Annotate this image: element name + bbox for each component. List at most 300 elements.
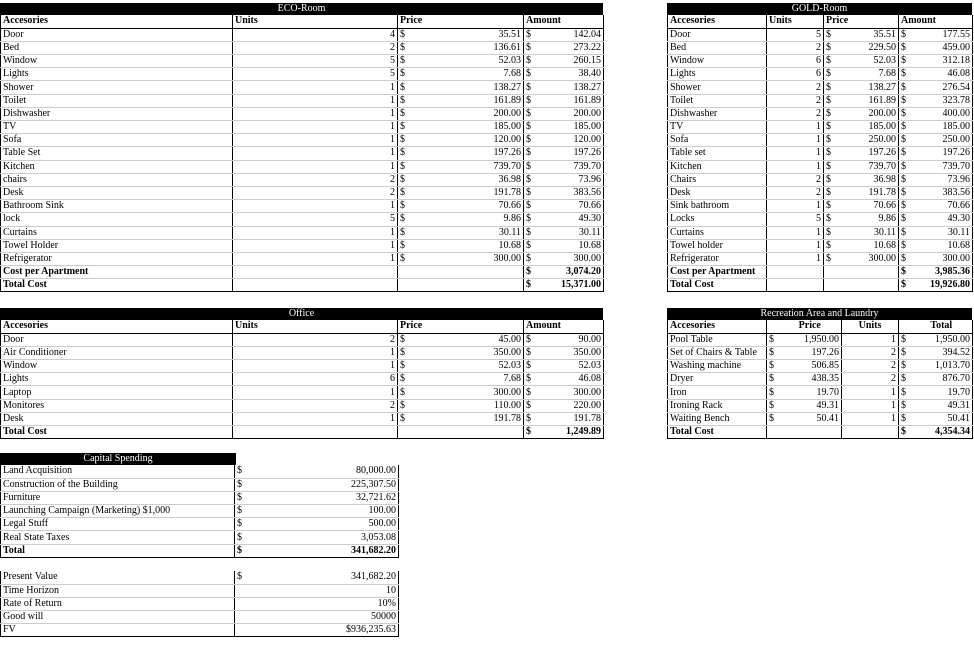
currency-symbol: $: [899, 333, 911, 346]
table-row: [1, 160, 604, 173]
item-units: 2: [842, 373, 899, 386]
item-price: 35.51: [408, 28, 524, 41]
item-units: 1: [233, 121, 398, 134]
eco-room-title: ECO-Room: [0, 3, 603, 15]
item-amount: 177.55: [911, 28, 973, 41]
table-row: [1, 252, 604, 265]
currency-symbol: $: [398, 213, 408, 226]
currency-symbol: $: [899, 186, 911, 199]
item-total: 1,013.70: [911, 360, 973, 373]
item-units: 1: [842, 412, 899, 425]
total-cost-value: 4,354.34: [911, 426, 973, 439]
item-name: Refrigerator: [668, 252, 767, 265]
item-units: 2: [842, 346, 899, 359]
cost-per-apartment-label: Cost per Apartment: [668, 266, 767, 279]
table-row: [1, 134, 604, 147]
capital-item-value: 3,053.08: [245, 531, 399, 544]
total-cost-row: [668, 279, 973, 292]
item-name: lock: [1, 213, 233, 226]
item-name: Waiting Bench: [668, 412, 767, 425]
currency-symbol: $: [398, 412, 408, 425]
item-price: 739.70: [836, 160, 899, 173]
item-price: 136.61: [408, 41, 524, 54]
item-amount: 161.89: [534, 94, 604, 107]
currency-symbol: $: [824, 68, 836, 81]
header-row: [668, 15, 973, 28]
table-cell: [779, 426, 842, 439]
item-name: Dryer: [668, 373, 767, 386]
item-name: Window: [1, 360, 233, 373]
item-amount: 273.22: [534, 41, 604, 54]
currency-symbol: $: [398, 373, 408, 386]
table-row: [668, 134, 973, 147]
currency-symbol: $: [899, 252, 911, 265]
item-amount: 323.78: [911, 94, 973, 107]
rate-of-return-value: 10%: [245, 597, 399, 610]
table-row: [1, 213, 604, 226]
currency-symbol: $: [767, 373, 779, 386]
table-row: [668, 94, 973, 107]
item-amount: 10.68: [534, 239, 604, 252]
item-price: 739.70: [408, 160, 524, 173]
item-price: 7.68: [836, 68, 899, 81]
item-name: Desk: [1, 186, 233, 199]
currency-symbol: $: [899, 160, 911, 173]
currency-symbol: $: [824, 213, 836, 226]
currency-symbol: $: [899, 360, 911, 373]
item-units: 1: [767, 160, 824, 173]
table-cell: [836, 279, 899, 292]
item-amount: 260.15: [534, 55, 604, 68]
table-row: [668, 81, 973, 94]
currency-symbol: $: [398, 252, 408, 265]
item-units: 6: [233, 373, 398, 386]
item-name: Kitchen: [668, 160, 767, 173]
currency-symbol: $: [524, 107, 534, 120]
item-name: Ironing Rack: [668, 399, 767, 412]
currency-symbol: $: [524, 160, 534, 173]
item-units: 2: [233, 173, 398, 186]
table-row: [1, 107, 604, 120]
fv-label: FV: [1, 624, 235, 637]
gold-room-title: GOLD-Room: [667, 3, 972, 15]
total-cost-value: 15,371.00: [534, 279, 604, 292]
currency-symbol: $: [899, 412, 911, 425]
currency-symbol: $: [235, 518, 245, 531]
recreation-table: [667, 308, 972, 439]
table-row: [668, 386, 973, 399]
table-row: [668, 252, 973, 265]
item-name: Door: [1, 333, 233, 346]
item-units: 2: [233, 333, 398, 346]
table-row: [1, 333, 604, 346]
item-name: TV: [668, 121, 767, 134]
table-cell: [842, 426, 899, 439]
item-name: Curtains: [668, 226, 767, 239]
item-price: 300.00: [408, 252, 524, 265]
currency-symbol: $: [824, 147, 836, 160]
item-units: 1: [233, 360, 398, 373]
item-amount: 138.27: [534, 81, 604, 94]
table-row: [1, 173, 604, 186]
total-cost-label: Total Cost: [668, 426, 767, 439]
item-price: 185.00: [836, 121, 899, 134]
item-price: 197.26: [836, 147, 899, 160]
item-units: 1: [233, 200, 398, 213]
item-units: 1: [233, 160, 398, 173]
present-value: 341,682.20: [245, 571, 399, 584]
item-amount: 90.00: [534, 333, 604, 346]
currency-symbol: $: [398, 134, 408, 147]
currency-symbol: $: [398, 41, 408, 54]
currency-symbol: $: [398, 147, 408, 160]
valuation-table: [0, 571, 398, 637]
table-row: [1, 373, 604, 386]
item-units: 1: [767, 200, 824, 213]
item-total: 394.52: [911, 346, 973, 359]
item-units: 2: [233, 186, 398, 199]
item-price: 185.00: [408, 121, 524, 134]
item-total: 1,950.00: [911, 333, 973, 346]
recreation-title: Recreation Area and Laundry: [667, 308, 972, 320]
currency-symbol: $: [899, 121, 911, 134]
item-units: 5: [233, 68, 398, 81]
table-row: [1, 28, 604, 41]
capital-row: [1, 505, 399, 518]
column-header-price: Price: [824, 15, 836, 28]
valuation-row: [1, 597, 399, 610]
currency-symbol: $: [398, 68, 408, 81]
currency-symbol: $: [524, 186, 534, 199]
item-units: 6: [767, 55, 824, 68]
item-name: Dishwasher: [1, 107, 233, 120]
item-name: Bed: [668, 41, 767, 54]
column-header-item: Accesories: [668, 320, 767, 333]
currency-symbol: $: [524, 28, 534, 41]
item-price: 300.00: [408, 386, 524, 399]
currency-symbol: $: [398, 239, 408, 252]
fv-value: $936,235.63: [245, 624, 399, 637]
currency-symbol: $: [398, 121, 408, 134]
table-row: [668, 41, 973, 54]
item-amount: 350.00: [534, 346, 604, 359]
item-price: 10.68: [408, 239, 524, 252]
table-row: [1, 68, 604, 81]
table-cell: [836, 266, 899, 279]
item-amount: 185.00: [911, 121, 973, 134]
item-price: 52.03: [836, 55, 899, 68]
item-amount: 30.11: [534, 226, 604, 239]
currency-symbol: $: [824, 81, 836, 94]
currency-symbol: $: [398, 346, 408, 359]
item-price: 191.78: [408, 186, 524, 199]
table-cell: [408, 266, 524, 279]
table-cell: [824, 266, 836, 279]
item-price: 138.27: [408, 81, 524, 94]
table-row: [668, 373, 973, 386]
currency-symbol: $: [524, 252, 534, 265]
item-price: 197.26: [408, 147, 524, 160]
table-row: [668, 346, 973, 359]
table-row: [668, 68, 973, 81]
capital-spending-table: [0, 453, 398, 558]
currency-symbol: $: [524, 134, 534, 147]
total-cost-value: 1,249.89: [534, 426, 604, 439]
item-price: 7.68: [408, 373, 524, 386]
item-units: 1: [233, 81, 398, 94]
table-row: [1, 200, 604, 213]
item-total: 876.70: [911, 373, 973, 386]
header-row: [1, 320, 604, 333]
item-price: 19.70: [779, 386, 842, 399]
currency-symbol: $: [899, 213, 911, 226]
capital-item-label: Furniture: [1, 491, 235, 504]
item-amount: 250.00: [911, 134, 973, 147]
item-amount: 38.40: [534, 68, 604, 81]
currency-symbol: $: [398, 160, 408, 173]
item-units: 1: [233, 252, 398, 265]
table-row: [1, 147, 604, 160]
capital-row: [1, 465, 399, 478]
currency-symbol: $: [824, 200, 836, 213]
column-header-item: Accesories: [1, 15, 233, 28]
currency-symbol: $: [824, 134, 836, 147]
table-cell: [233, 426, 398, 439]
cost-per-apartment-row: [668, 266, 973, 279]
table-row: [668, 107, 973, 120]
table-row: [668, 147, 973, 160]
table-row: [668, 173, 973, 186]
table-row: [668, 186, 973, 199]
currency-symbol: $: [899, 279, 911, 292]
item-price: 506.85: [779, 360, 842, 373]
currency-symbol: $: [524, 360, 534, 373]
currency-symbol: $: [824, 226, 836, 239]
capital-item-label: Construction of the Building: [1, 478, 235, 491]
currency-symbol: $: [524, 55, 534, 68]
currency-symbol: $: [899, 173, 911, 186]
item-units: 2: [767, 186, 824, 199]
item-price: 7.68: [408, 68, 524, 81]
item-amount: 197.26: [534, 147, 604, 160]
item-name: Air Conditioner: [1, 346, 233, 359]
table-cell: [233, 279, 398, 292]
item-units: 1: [767, 239, 824, 252]
item-units: 1: [233, 239, 398, 252]
currency-symbol: $: [899, 55, 911, 68]
item-units: 1: [233, 94, 398, 107]
item-price: 30.11: [408, 226, 524, 239]
item-units: 5: [233, 55, 398, 68]
capital-item-value: 225,307.50: [245, 478, 399, 491]
currency-symbol: $: [824, 55, 836, 68]
item-amount: 220.00: [534, 399, 604, 412]
currency-symbol: $: [899, 68, 911, 81]
currency-symbol: $: [767, 360, 779, 373]
table-row: [1, 360, 604, 373]
item-units: 1: [767, 121, 824, 134]
item-amount: 300.00: [911, 252, 973, 265]
item-price: 49.31: [779, 399, 842, 412]
item-units: 2: [767, 81, 824, 94]
item-price: 197.26: [779, 346, 842, 359]
present-value-label: Present Value: [1, 571, 235, 584]
item-total: 19.70: [911, 386, 973, 399]
item-price: 200.00: [408, 107, 524, 120]
table-row: [1, 55, 604, 68]
item-amount: 73.96: [911, 173, 973, 186]
capital-total-value: 341,682.20: [245, 544, 399, 557]
goodwill-value: 50000: [245, 611, 399, 624]
currency-symbol: $: [899, 426, 911, 439]
currency-symbol: $: [524, 200, 534, 213]
item-price: 300.00: [836, 252, 899, 265]
currency-symbol: $: [899, 134, 911, 147]
rate-of-return-label: Rate of Return: [1, 597, 235, 610]
currency-symbol: $: [524, 81, 534, 94]
valuation-row: [1, 611, 399, 624]
table-row: [1, 121, 604, 134]
item-price: 52.03: [408, 360, 524, 373]
capital-item-value: 32,721.62: [245, 491, 399, 504]
table-cell: [398, 426, 408, 439]
table-row: [668, 399, 973, 412]
item-price: 70.66: [836, 200, 899, 213]
item-units: 1: [233, 346, 398, 359]
table-cell: [233, 266, 398, 279]
item-units: 1: [233, 107, 398, 120]
item-price: 9.86: [836, 213, 899, 226]
valuation-row: [1, 624, 399, 637]
table-row: [1, 386, 604, 399]
currency-symbol: $: [824, 28, 836, 41]
item-name: Toilet: [1, 94, 233, 107]
item-price: 1,950.00: [779, 333, 842, 346]
table-cell: [398, 279, 408, 292]
capital-item-value: 100.00: [245, 505, 399, 518]
currency-symbol: $: [524, 346, 534, 359]
item-name: Desk: [668, 186, 767, 199]
currency-symbol: $: [524, 41, 534, 54]
item-price: 35.51: [836, 28, 899, 41]
item-price: 50.41: [779, 412, 842, 425]
table-row: [668, 200, 973, 213]
currency-symbol: $: [398, 333, 408, 346]
item-name: Door: [668, 28, 767, 41]
item-amount: 185.00: [534, 121, 604, 134]
valuation-row: [1, 571, 399, 584]
time-horizon-label: Time Horizon: [1, 584, 235, 597]
item-units: 2: [233, 399, 398, 412]
item-amount: 70.66: [911, 200, 973, 213]
currency-symbol: $: [235, 505, 245, 518]
currency-symbol: $: [824, 41, 836, 54]
currency-symbol: $: [235, 491, 245, 504]
table-cell: [767, 320, 779, 333]
currency-symbol: $: [524, 226, 534, 239]
item-units: 2: [767, 41, 824, 54]
item-name: Refrigerator: [1, 252, 233, 265]
currency-symbol: $: [899, 147, 911, 160]
cost-per-apartment-row: [1, 266, 604, 279]
table-row: [668, 28, 973, 41]
item-price: 36.98: [408, 173, 524, 186]
currency-symbol: $: [767, 386, 779, 399]
currency-symbol: $: [824, 186, 836, 199]
currency-symbol: $: [824, 239, 836, 252]
item-name: Dishwasher: [668, 107, 767, 120]
column-header-units: Units: [767, 15, 824, 28]
item-units: 1: [767, 134, 824, 147]
table-cell: [408, 15, 524, 28]
item-units: 2: [767, 173, 824, 186]
item-name: Window: [1, 55, 233, 68]
item-amount: 200.00: [534, 107, 604, 120]
item-total: 50.41: [911, 412, 973, 425]
item-amount: 400.00: [911, 107, 973, 120]
item-name: Bathroom Sink: [1, 200, 233, 213]
header-row: [1, 15, 604, 28]
currency-symbol: $: [398, 399, 408, 412]
column-header-total: Total: [911, 320, 973, 333]
item-units: 1: [233, 386, 398, 399]
capital-spending-title: Capital Spending: [0, 453, 236, 465]
item-name: Set of Chairs & Table: [668, 346, 767, 359]
cost-per-apartment-value: 3,985.36: [911, 266, 973, 279]
column-header-amount: Amount: [524, 15, 534, 28]
currency-symbol: $: [767, 412, 779, 425]
total-cost-row: [1, 279, 604, 292]
currency-symbol: $: [899, 399, 911, 412]
item-units: 4: [233, 28, 398, 41]
total-cost-label: Total Cost: [668, 279, 767, 292]
item-name: Locks: [668, 213, 767, 226]
item-price: 110.00: [408, 399, 524, 412]
item-amount: 383.56: [911, 186, 973, 199]
valuation-row: [1, 584, 399, 597]
item-units: 1: [842, 333, 899, 346]
currency-symbol: $: [824, 160, 836, 173]
item-price: 30.11: [836, 226, 899, 239]
currency-symbol: $: [899, 41, 911, 54]
column-header-amount: Amount: [899, 15, 911, 28]
currency-symbol: $: [899, 266, 911, 279]
item-name: Sofa: [668, 134, 767, 147]
table-row: [668, 226, 973, 239]
currency-symbol: $: [899, 373, 911, 386]
currency-symbol: $: [824, 121, 836, 134]
item-amount: 73.96: [534, 173, 604, 186]
column-header-amount: Amount: [524, 320, 534, 333]
item-units: 1: [233, 147, 398, 160]
item-name: Lights: [1, 373, 233, 386]
item-name: chairs: [1, 173, 233, 186]
item-name: Sink bathroom: [668, 200, 767, 213]
item-units: 2: [767, 107, 824, 120]
currency-symbol: $: [524, 94, 534, 107]
table-cell: [767, 279, 824, 292]
capital-row: [1, 478, 399, 491]
currency-symbol: $: [899, 226, 911, 239]
item-units: 6: [767, 68, 824, 81]
item-name: Towel Holder: [1, 239, 233, 252]
currency-symbol: $: [398, 186, 408, 199]
item-amount: 30.11: [911, 226, 973, 239]
item-price: 161.89: [836, 94, 899, 107]
currency-symbol: $: [524, 386, 534, 399]
table-row: [668, 160, 973, 173]
table-row: [668, 55, 973, 68]
